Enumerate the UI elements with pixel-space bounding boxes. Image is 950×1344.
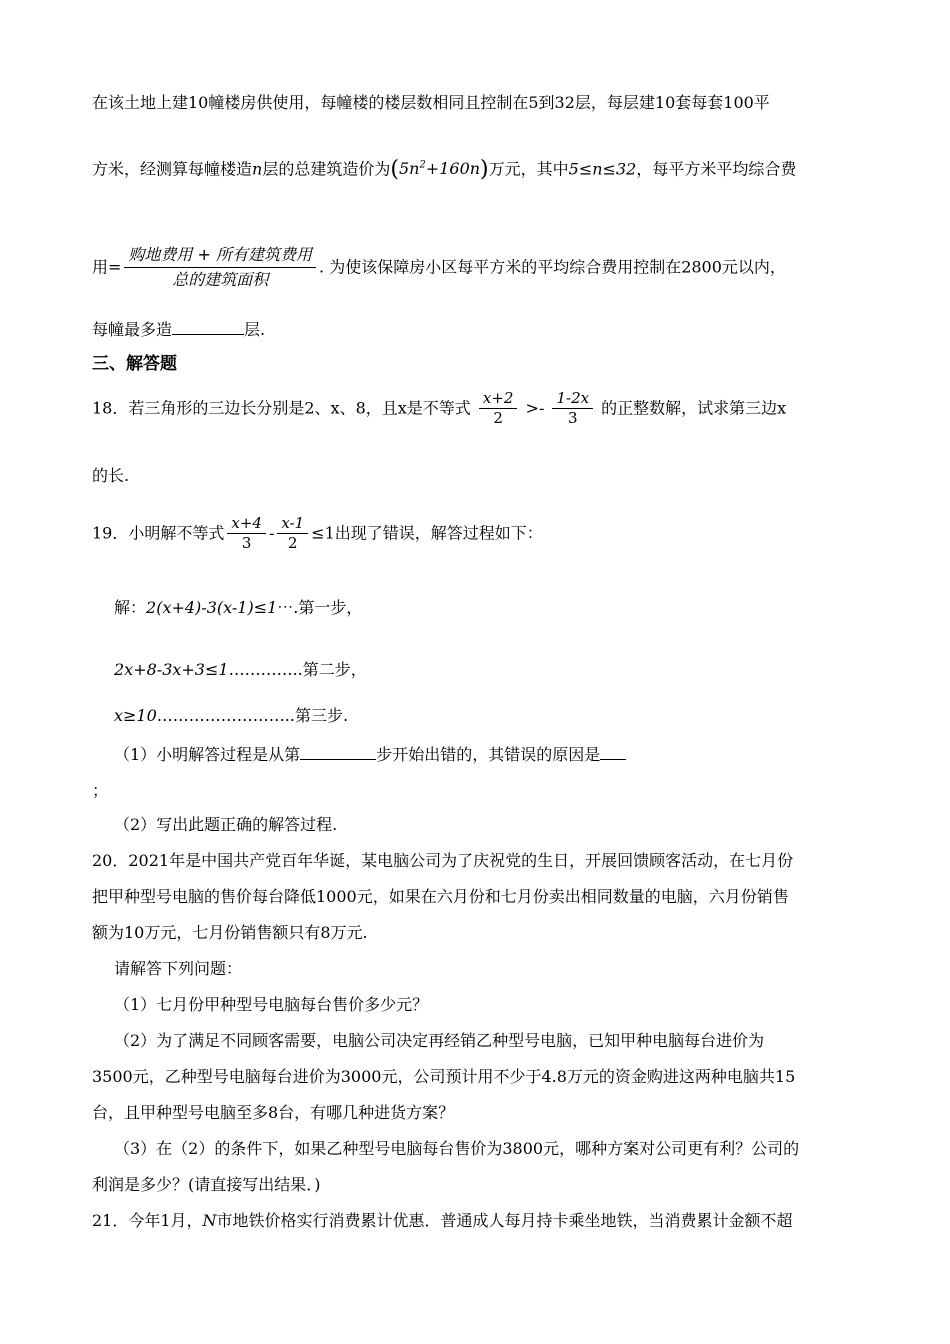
frac1-num: x+4 (227, 514, 266, 534)
p17-line-3 (92, 243, 786, 292)
p17-text-f: . 为使该保障房小区每平方米的平均综合费用控制在2800元以内， (319, 257, 786, 277)
p19-fraction-1 (227, 514, 266, 553)
frac2-num: x-1 (277, 514, 308, 534)
q1-text-b: 步开始出错的，其错误的原因是 (376, 745, 601, 764)
p17-text-c: 万元，其中 (488, 159, 569, 179)
p17-line-4 (92, 318, 265, 341)
p17-line-1 (92, 92, 770, 114)
minus-sign: - (268, 523, 275, 543)
frac2-num: 1-2x (552, 389, 593, 409)
step2-note: …………..第二步， (228, 660, 367, 679)
step3-note: ……………………..第三步. (156, 706, 349, 725)
p17-line-2 (92, 155, 796, 181)
p20-line-10: 利润是多少？(请直接写出结果．) (92, 1175, 321, 1194)
p19-text-a: 19．小明解不等式 (92, 523, 225, 543)
p19-q2: （2）写出此题正确的解答过程. (114, 815, 338, 834)
cost-expression: $(5n^2+160n)$ (390, 157, 489, 183)
var-n: n (252, 159, 263, 179)
expr-part-a: 5n (398, 159, 420, 179)
p17-text-e: 用= (92, 257, 122, 277)
step-blank[interactable] (300, 743, 376, 760)
section-title: 三、解答题 (92, 354, 177, 374)
relation: ≤1 (311, 523, 335, 543)
reason-blank[interactable] (600, 743, 626, 760)
frac1-den: 2 (493, 409, 503, 427)
p20-line-2: 把甲种型号电脑的售价每台降低1000元，如果在六月份和七月份卖出相同数量的电脑，六月份销售 (92, 887, 789, 906)
p20-line-4: 请解答下列问题： (114, 959, 243, 978)
p19-fraction-2 (277, 514, 308, 553)
p20-line-6: （2）为了满足不同顾客需要，电脑公司决定再经销乙种型号电脑，已知甲种电脑每台进价为 (114, 1031, 765, 1050)
p19-q1 (114, 743, 626, 766)
p19-step-1 (114, 597, 362, 619)
n-range: 5≤n≤32 (568, 159, 637, 179)
step3-expression: x≥10 (114, 706, 157, 725)
p21-text-a: 21．今年1月， (92, 1211, 203, 1230)
p20-line-5: （1）七月份甲种型号电脑每台售价多少元？ (114, 995, 429, 1014)
p19-step-3 (114, 705, 348, 727)
frac2-den: 3 (567, 409, 578, 427)
p18-text-b: 的正整数解，试求第三边x (601, 398, 787, 418)
step-label: 解： (114, 598, 147, 617)
p20-line-9: （3）在（2）的条件下，如果乙种型号电脑每台售价为3800元，哪种方案对公司更有利？公司的 (114, 1139, 800, 1158)
expr-part-b: +160n (425, 159, 481, 179)
p17-text-g: 每幢最多造 (92, 320, 173, 339)
p18-fraction-1 (479, 389, 518, 428)
step1-note: ⋯.第一步， (277, 598, 363, 617)
p20-line-1: 20．2021年是中国共产党百年华诞，某电脑公司为了庆祝党的生日，开展回馈顾客活动，在七月份 (92, 851, 794, 870)
step2-expression: 2x+8-3x+3≤1 (114, 660, 229, 679)
frac1-num: x+2 (479, 389, 518, 409)
fraction-numerator: 购地费用 + 所有建筑费用 (124, 243, 316, 268)
frac2-den: 2 (287, 534, 298, 552)
p18-fraction-2 (552, 389, 593, 428)
fraction-denominator: 总的建筑面积 (172, 270, 269, 289)
step1-expression: 2(x+4)-3(x-1)≤1 (146, 598, 278, 617)
p19-text-b: 出现了错误，解答过程如下： (334, 523, 543, 543)
frac1-den: 3 (241, 534, 252, 552)
p20-line-7: 3500元，乙种型号电脑每台进价为3000元，公司预计用不少于4.8万元的资金购进这两种电脑共15 (92, 1067, 796, 1086)
p17-text-b: 层的总建筑造价为 (262, 159, 391, 179)
p20-line-3: 额为10万元，七月份销售额只有8万元. (92, 923, 368, 942)
p17-text-h: 层. (244, 320, 266, 339)
q1-text-a: （1）小明解答过程是从第 (114, 745, 301, 764)
p20-line-8: 台，且甲种型号电脑至多8台，有哪几种进货方案？ (92, 1103, 455, 1122)
p17-text: 在该土地上建10幢楼房供使用，每幢楼的楼层数相同且控制在5到32层，每层建10套每套100平 (92, 93, 770, 112)
p17-text-d: ，每平方米平均综合费 (636, 159, 797, 179)
p19-step-2 (114, 659, 367, 681)
p19-line-1 (92, 514, 543, 553)
p17-text-a: 方米，经测算每幢楼造 (92, 159, 253, 179)
p19-q1-end: ； (92, 781, 109, 800)
p21-line-1 (92, 1210, 793, 1232)
p21-text-b: 市地铁价格实行消费累计优惠．普通成人每月持卡乘坐地铁，当消费累计金额不超 (216, 1211, 793, 1230)
p18-text-a: 18．若三角形的三边长分别是2、x、8，且x是不等式 (92, 398, 471, 418)
cost-fraction (124, 243, 316, 292)
expr-sup: 2 (419, 160, 426, 171)
p18-line-1 (92, 389, 786, 428)
p18-line-2: 的长. (92, 466, 130, 485)
city-n: N (202, 1211, 217, 1230)
answer-blank[interactable] (172, 318, 244, 335)
p18-op: >- (525, 398, 545, 418)
